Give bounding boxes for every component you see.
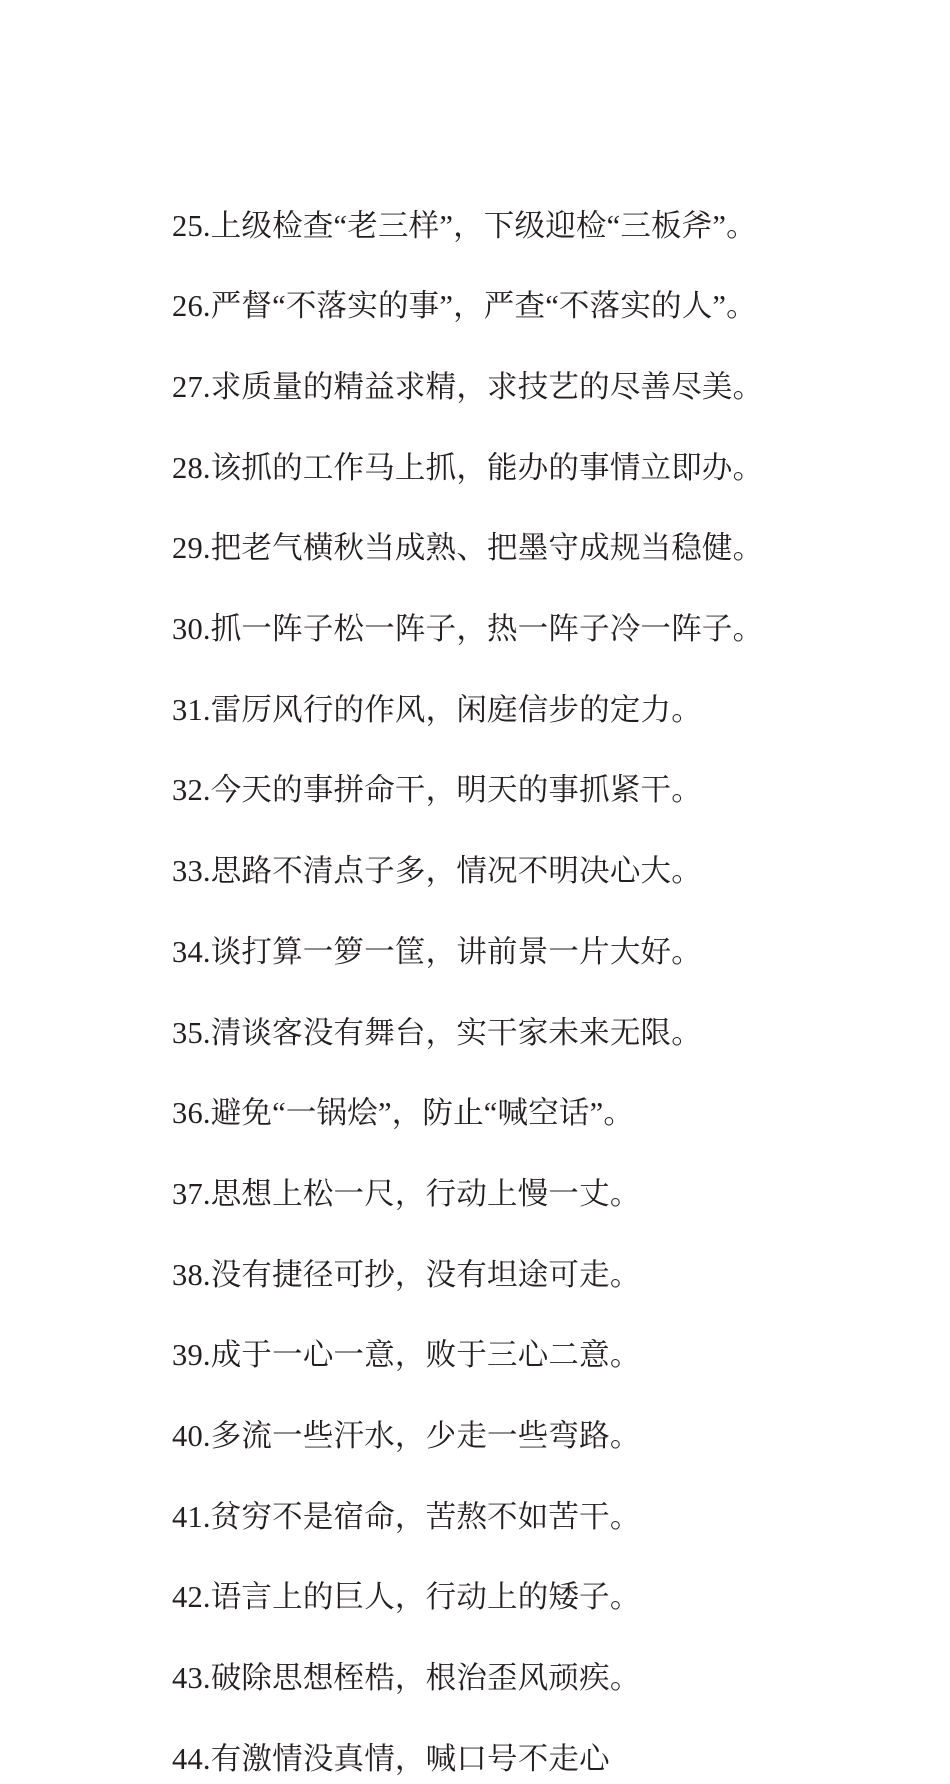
document-line: 36.避免“一锅烩”，防止“喊空话”。 (172, 1088, 800, 1138)
document-line: 42.语言上的巨人，行动上的矮子。 (172, 1572, 800, 1622)
document-line: 39.成于一心一意，败于三心二意。 (172, 1330, 800, 1380)
document-line: 31.雷厉风行的作风，闲庭信步的定力。 (172, 685, 800, 735)
document-line: 34.谈打算一箩一筐，讲前景一片大好。 (172, 927, 800, 977)
document-line: 32.今天的事拼命干，明天的事抓紧干。 (172, 765, 800, 815)
document-line: 33.思路不清点子多，情况不明决心大。 (172, 846, 800, 896)
document-line: 40.多流一些汗水，少走一些弯路。 (172, 1411, 800, 1461)
document-line: 29.把老气横秋当成熟、把墨守成规当稳健。 (172, 523, 800, 573)
document-body (172, 201, 800, 1784)
document-line: 25.上级检查“老三样”，下级迎检“三板斧”。 (172, 201, 800, 251)
document-line: 26.严督“不落实的事”，严查“不落实的人”。 (172, 281, 800, 331)
document-line: 35.清谈客没有舞台，实干家未来无限。 (172, 1008, 800, 1058)
document-line: 28.该抓的工作马上抓，能办的事情立即办。 (172, 443, 800, 493)
document-line: 43.破除思想桎梏，根治歪风顽疾。 (172, 1653, 800, 1703)
document-line: 38.没有捷径可抄，没有坦途可走。 (172, 1250, 800, 1300)
document-line: 41.贫穷不是宿命，苦熬不如苦干。 (172, 1492, 800, 1542)
document-line: 44.有激情没真情，喊口号不走心 (172, 1734, 800, 1784)
document-line: 37.思想上松一尺，行动上慢一丈。 (172, 1169, 800, 1219)
document-line: 27.求质量的精益求精，求技艺的尽善尽美。 (172, 362, 800, 412)
document-line: 30.抓一阵子松一阵子，热一阵子冷一阵子。 (172, 604, 800, 654)
